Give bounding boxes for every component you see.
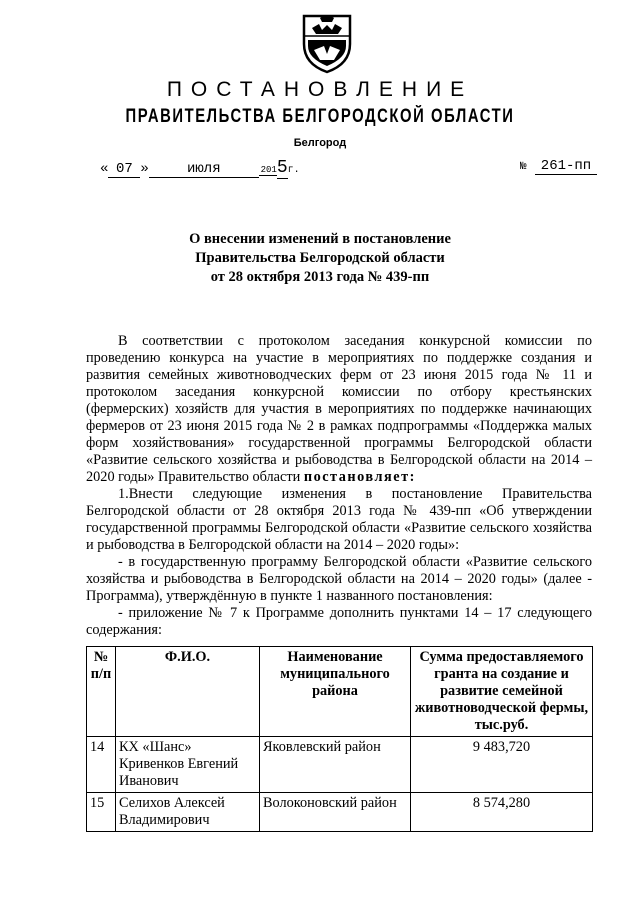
paragraph-1-text: В соответствии с протоколом заседания конкурсной комиссии по проведению конкурса на участие в мероприятиях по поддержке создания и развития семейных животноводческих ферм от 23 июня 2015 года № 11 и протоколом заседания конкурсной комиссии по отбору крестьянских (фермерских) хозяйств для участия в мероприятиях по поддержке начинающих фермеров от 23 июня 2015 года № 2 в рамках подпрограммы «Поддержка малых форм хозяйствования» государственной программы Белгородской области «Развитие сельского хозяйства и рыбоводства в Белгородской области на 2014 – 2020 годы» Правительство области — [86, 333, 592, 485]
document-number — [520, 158, 597, 175]
paragraph-3: - в государственную программу Белгородской области «Развитие сельского хозяйства и рыбоводства в Белгородской области на 2014 – 2020 годы» (далее - Программа), утверждённую в пункте 1 названного постановления: — [86, 554, 592, 604]
coat-of-arms-emblem — [300, 10, 354, 74]
row-num: 14 — [87, 737, 116, 793]
paragraph-1 — [86, 333, 592, 486]
header-name: Ф.И.О. — [116, 647, 260, 737]
header-district: Наименование муниципального района — [260, 647, 411, 737]
table-row — [87, 793, 593, 832]
city-name: Белгород — [293, 137, 347, 149]
row-amount: 9 483,720 — [411, 737, 593, 793]
date-year-unit: г. — [287, 165, 300, 176]
row-num: 15 — [87, 793, 116, 832]
header-amount: Сумма предоставляемого гранта на создание и развитие семейной животноводческой фермы, тыс.руб. — [411, 647, 593, 737]
table-row — [87, 737, 593, 793]
document-body — [86, 333, 592, 639]
subject-line-3: от 28 октября 2013 года № 439-пп — [210, 269, 430, 285]
subject-line-2: Правительства Белгородской области — [195, 250, 445, 266]
row-amount: 8 574,280 — [411, 793, 593, 832]
row-name: Селихов Алексей Владимирович — [116, 793, 260, 832]
paragraph-1-bold: постановляет: — [303, 469, 416, 485]
paragraph-4: - приложение № 7 к Программе дополнить пунктами 14 – 17 следующего содержания: — [86, 605, 592, 638]
date-open-quote: « — [100, 161, 109, 177]
issuer-name: ПРАВИТЕЛЬСТВА БЕЛГОРОДСКОЙ ОБЛАСТИ — [125, 106, 515, 127]
date-year-prefix: 201 — [260, 165, 277, 175]
row-name: КХ «Шанс» Кривенков Евгений Иванович — [116, 737, 260, 793]
number-prefix: № — [520, 161, 527, 173]
subject-line-1: О внесении изменений в постановление — [189, 231, 451, 247]
number-value: 261-пп — [535, 158, 597, 175]
date-day: 07 — [108, 161, 140, 178]
grants-table — [86, 646, 593, 832]
row-district: Яковлевский район — [260, 737, 411, 793]
date-year-suffix: 5 — [276, 158, 288, 178]
date-month: июля — [149, 161, 259, 178]
header-num: № п/п — [87, 647, 116, 737]
row-district: Волоконовский район — [260, 793, 411, 832]
table-header-row — [87, 647, 593, 737]
document-subject — [120, 230, 520, 287]
document-type-title: ПОСТАНОВЛЕНИЕ — [166, 78, 474, 101]
document-date — [100, 158, 300, 178]
date-close-quote: » — [140, 161, 149, 177]
paragraph-2: 1.Внести следующие изменения в постановление Правительства Белгородской области от 28 октября 2013 года № 439-пп «Об утверждении государственной программы Белгородской области «Развитие сельского хозяйства и рыбоводства в Белгородской области на 2014 – 2020 годы»: — [86, 486, 592, 553]
